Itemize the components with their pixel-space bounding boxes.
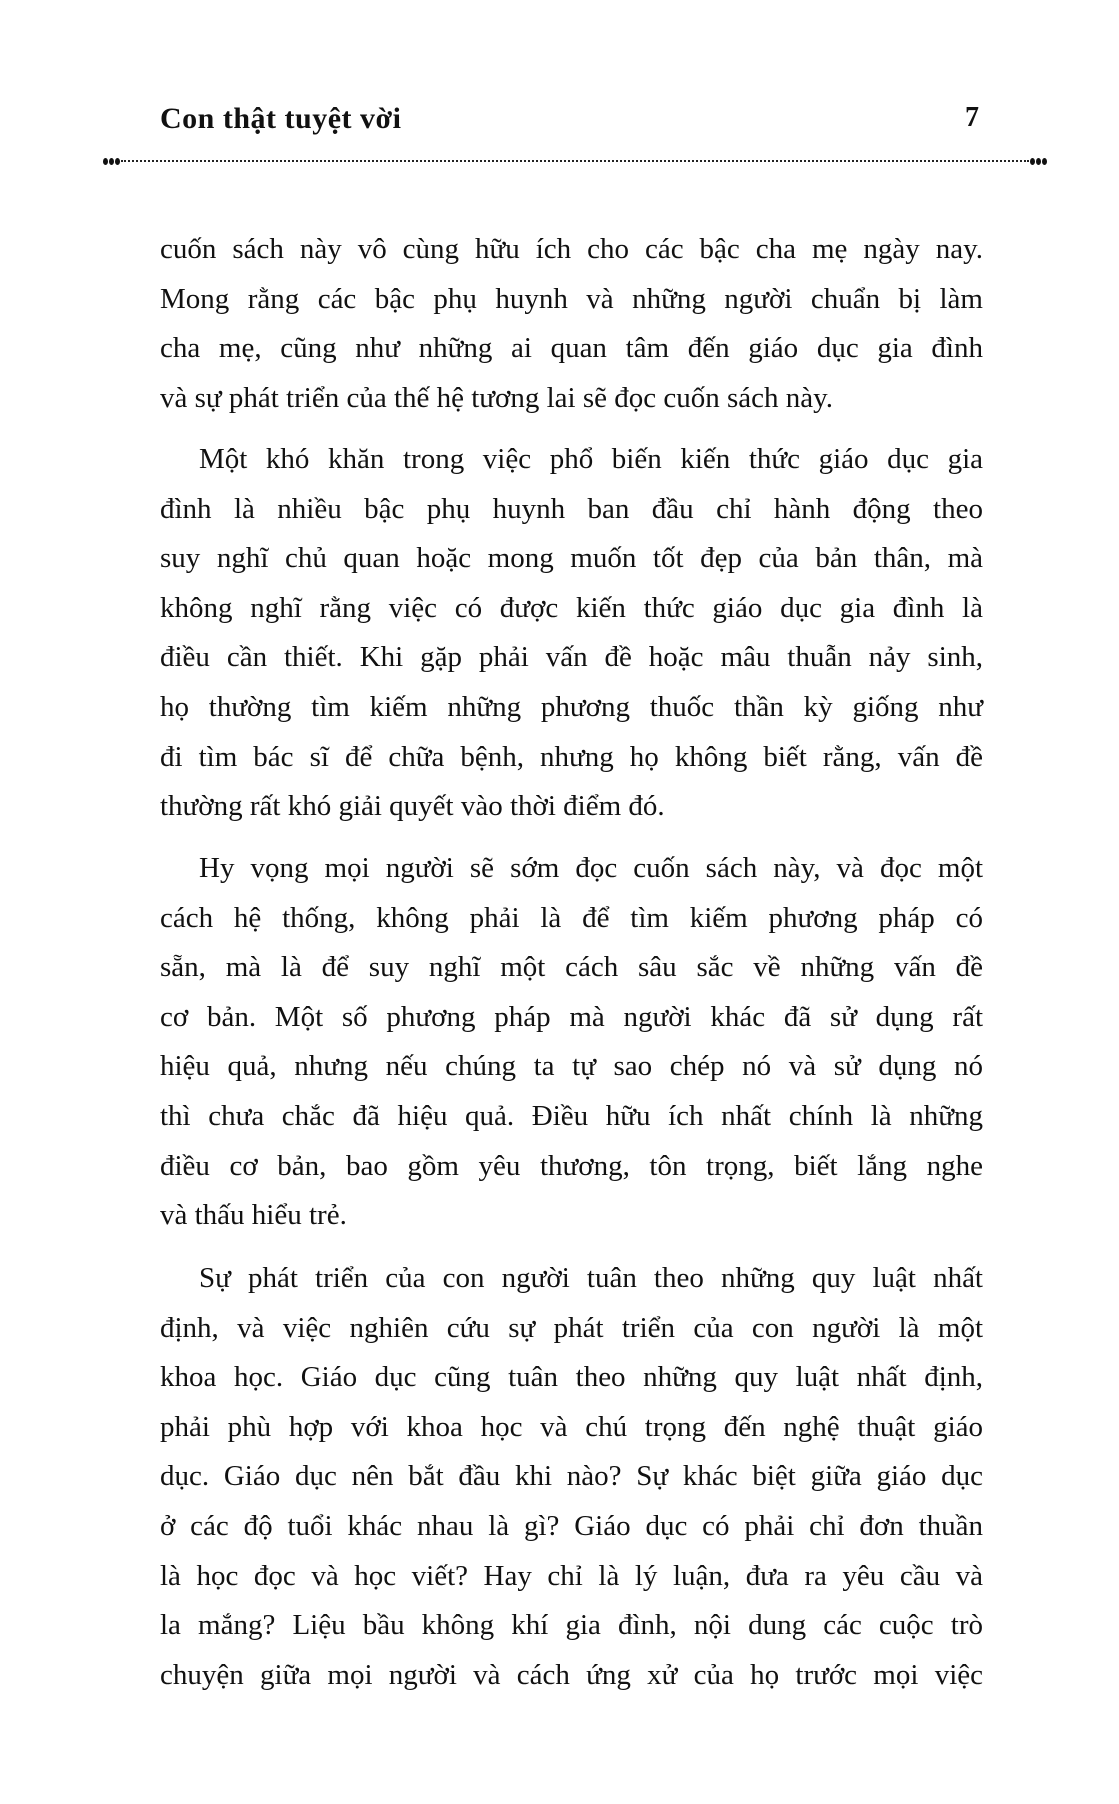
paragraph [160, 435, 983, 832]
text-line: sẵn, mà là để suy nghĩ một cách sâu sắc về những vấn đề [160, 951, 983, 984]
page-number: 7 [965, 102, 979, 133]
text-line: điều cần thiết. Khi gặp phải vấn đề hoặc mâu thuẫn nảy sinh, [160, 641, 983, 674]
text-line: họ thường tìm kiếm những phương thuốc thần kỳ giống như [160, 690, 983, 723]
text-line: la mắng? Liệu bầu không khí gia đình, nội dung các cuộc trò [160, 1609, 983, 1642]
text-line: và thấu hiểu trẻ. [160, 1199, 347, 1232]
paragraph [160, 844, 983, 1241]
text-line: suy nghĩ chủ quan hoặc mong muốn tốt đẹp của bản thân, mà [160, 542, 983, 575]
text-line: thì chưa chắc đã hiệu quả. Điều hữu ích nhất chính là những [160, 1099, 983, 1132]
text-line: Một khó khăn trong việc phổ biến kiến thức giáo dục gia [199, 443, 983, 475]
divider-ornament-left [103, 157, 121, 165]
text-line: Mong rằng các bậc phụ huynh và những người chuẩn bị làm [160, 282, 983, 315]
text-line: chuyện giữa mọi người và cách ứng xử của họ trước mọi việc [160, 1658, 983, 1691]
text-line: khoa học. Giáo dục cũng tuân theo những quy luật nhất định, [160, 1361, 983, 1394]
paragraph [160, 225, 983, 423]
text-line: điều cơ bản, bao gồm yêu thương, tôn trọng, biết lắng nghe [160, 1149, 983, 1182]
text-line: không nghĩ rằng việc có được kiến thức giáo dục gia đình là [160, 591, 983, 624]
divider-ornament-right [1029, 157, 1047, 165]
text-line: đình là nhiều bậc phụ huynh ban đầu chỉ hành động theo [160, 492, 983, 525]
text-line: cuốn sách này vô cùng hữu ích cho các bậc cha mẹ ngày nay. [160, 233, 983, 265]
text-line: ở các độ tuổi khác nhau là gì? Giáo dục có phải chỉ đơn thuần [160, 1509, 983, 1542]
text-line: thường rất khó giải quyết vào thời điểm đó. [160, 790, 665, 823]
text-line: hiệu quả, nhưng nếu chúng ta tự sao chép nó và sử dụng nó [160, 1050, 983, 1083]
text-line: phải phù hợp với khoa học và chú trọng đến nghệ thuật giáo [160, 1410, 983, 1443]
text-line: dục. Giáo dục nên bắt đầu khi nào? Sự khác biệt giữa giáo dục [160, 1460, 983, 1493]
text-line: đi tìm bác sĩ để chữa bệnh, nhưng họ không biết rằng, vấn đề [160, 740, 983, 773]
text-line: định, và việc nghiên cứu sự phát triển của con người là một [160, 1311, 983, 1344]
text-line: cha mẹ, cũng như những ai quan tâm đến giáo dục gia đình [160, 332, 983, 365]
text-line: và sự phát triển của thế hệ tương lai sẽ đọc cuốn sách này. [160, 381, 834, 414]
text-line: cơ bản. Một số phương pháp mà người khác đã sử dụng rất [160, 1000, 983, 1033]
text-line: Hy vọng mọi người sẽ sớm đọc cuốn sách này, và đọc một [199, 852, 983, 884]
text-line: cách hệ thống, không phải là để tìm kiếm phương pháp có [160, 901, 983, 934]
text-line: Sự phát triển của con người tuân theo những quy luật nhất [199, 1262, 983, 1294]
header-divider [103, 157, 1047, 165]
text-line: là học đọc và học viết? Hay chỉ là lý luận, đưa ra yêu cầu và [160, 1559, 983, 1592]
running-header-title: Con thật tuyệt vời [160, 102, 402, 135]
paragraph [160, 1254, 983, 1700]
